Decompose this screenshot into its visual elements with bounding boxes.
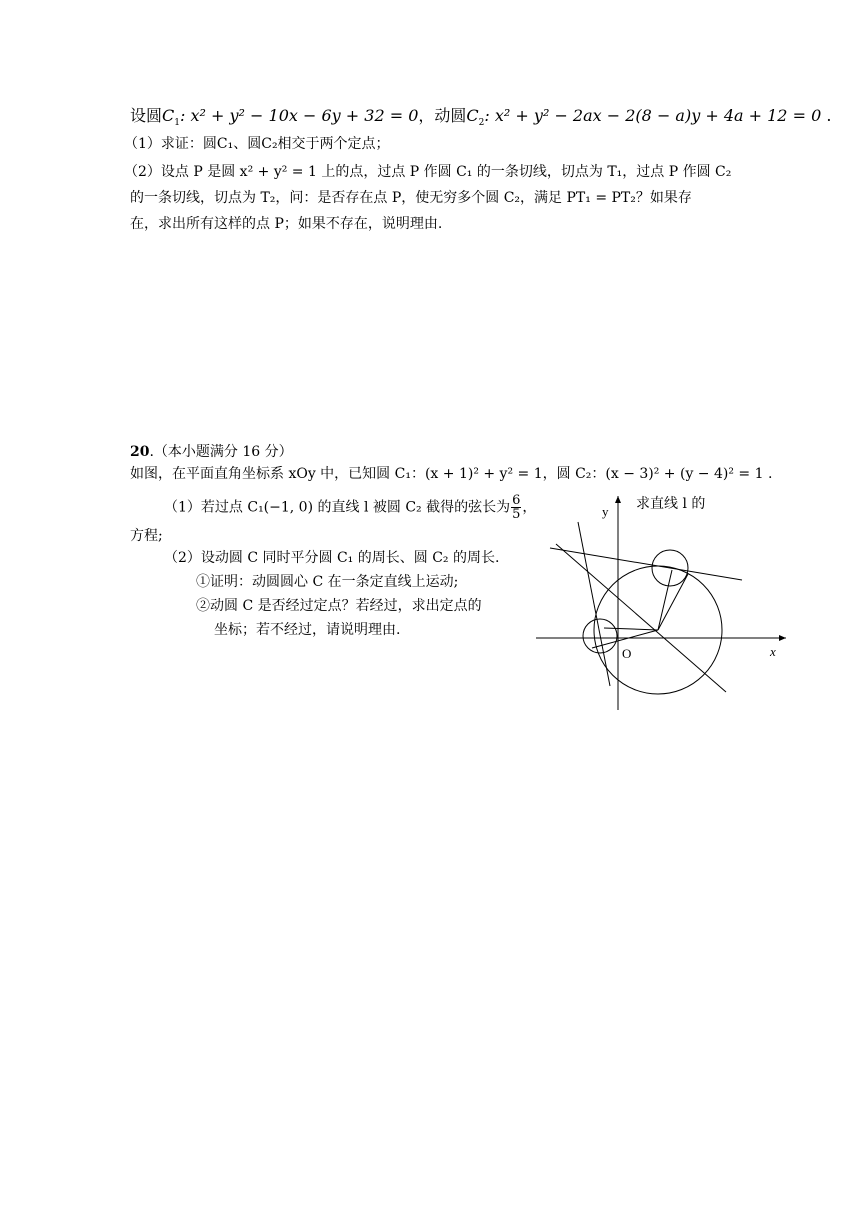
problem20-number: 20: [130, 444, 150, 460]
origin-label: O: [622, 646, 632, 661]
p19-intro-end: .: [821, 106, 832, 125]
radius-to-c2: [658, 570, 672, 630]
c1-sub: 1: [174, 118, 180, 129]
radius-to-c1: [604, 628, 658, 630]
problem20-part2: （2）设动圆 C 同时平分圆 C₁ 的周长、圆 C₂ 的周长.: [164, 550, 500, 566]
problem20-part1-c: 求直线 l 的: [636, 496, 706, 512]
problem20-part1-a: （1）若过点 C₁(−1, 0) 的直线 l 被圆 C₂ 截得的弦长为: [164, 499, 511, 516]
problem20-sub2-line1: ②动圆 C 是否经过定点？若经过，求出定点的: [196, 598, 482, 614]
c2-label: C: [466, 106, 479, 125]
long-diagonal-line: [556, 544, 726, 692]
c2-equation: : x² + y² − 2ax − 2(8 − a)y + 4a + 12 = 0: [484, 106, 822, 125]
chord-length-fraction: [511, 494, 521, 521]
problem19-line1: [130, 106, 832, 129]
problem20-header-text: .（本小题满分 16 分）: [149, 444, 293, 460]
problem20-header: [130, 442, 293, 462]
steep-line: [578, 522, 610, 686]
problem20-part1-b: ，: [522, 499, 537, 516]
problem19-part2-line3: 在，求出所有这样的点 P；如果不存在，说明理由.: [130, 216, 443, 232]
c1-label: C: [162, 106, 175, 125]
problem19-part1: （1）求证：圆C₁、圆C₂相交于两个定点；: [124, 136, 390, 152]
problem20-sub1: ①证明：动圆圆心 C 在一条定直线上运动;: [196, 574, 459, 590]
x-axis-label: x: [770, 644, 776, 659]
p19-intro-a: 设圆: [130, 106, 163, 125]
c2-sub: 2: [478, 118, 485, 129]
c1-equation: : x² + y² − 10x − 6y + 32 = 0: [180, 106, 419, 125]
problem20-sub2-line2: 坐标；若不经过，请说明理由.: [214, 622, 401, 638]
fraction-denominator: 5: [512, 507, 521, 522]
problem20-part1: [164, 494, 536, 521]
problem20-intro: 如图，在平面直角坐标系 xOy 中，已知圆 C₁：(x + 1)² + y² = 1，圆 C₂：(x − 3)² + (y − 4)² = 1 .: [130, 466, 773, 482]
y-axis-label: y: [602, 504, 609, 519]
problem19-part2-line1: （2）设点 P 是圆 x² + y² = 1 上的点，过点 P 作圆 C₁ 的一条切线，切点为 T₁，过点 P 作圆 C₂: [124, 164, 732, 180]
problem19-part2-line2: 的一条切线，切点为 T₂，问：是否存在点 P，使无穷多个圆 C₂，满足 PT₁ = PT₂？如果存: [130, 190, 692, 206]
problem20-part1-cont: 方程;: [130, 528, 163, 544]
fraction-numerator: 6: [512, 493, 521, 508]
radius-to-c2-b: [658, 574, 688, 630]
geometry-figure: [530, 488, 792, 714]
p19-intro-b: ，动圆: [418, 106, 467, 125]
